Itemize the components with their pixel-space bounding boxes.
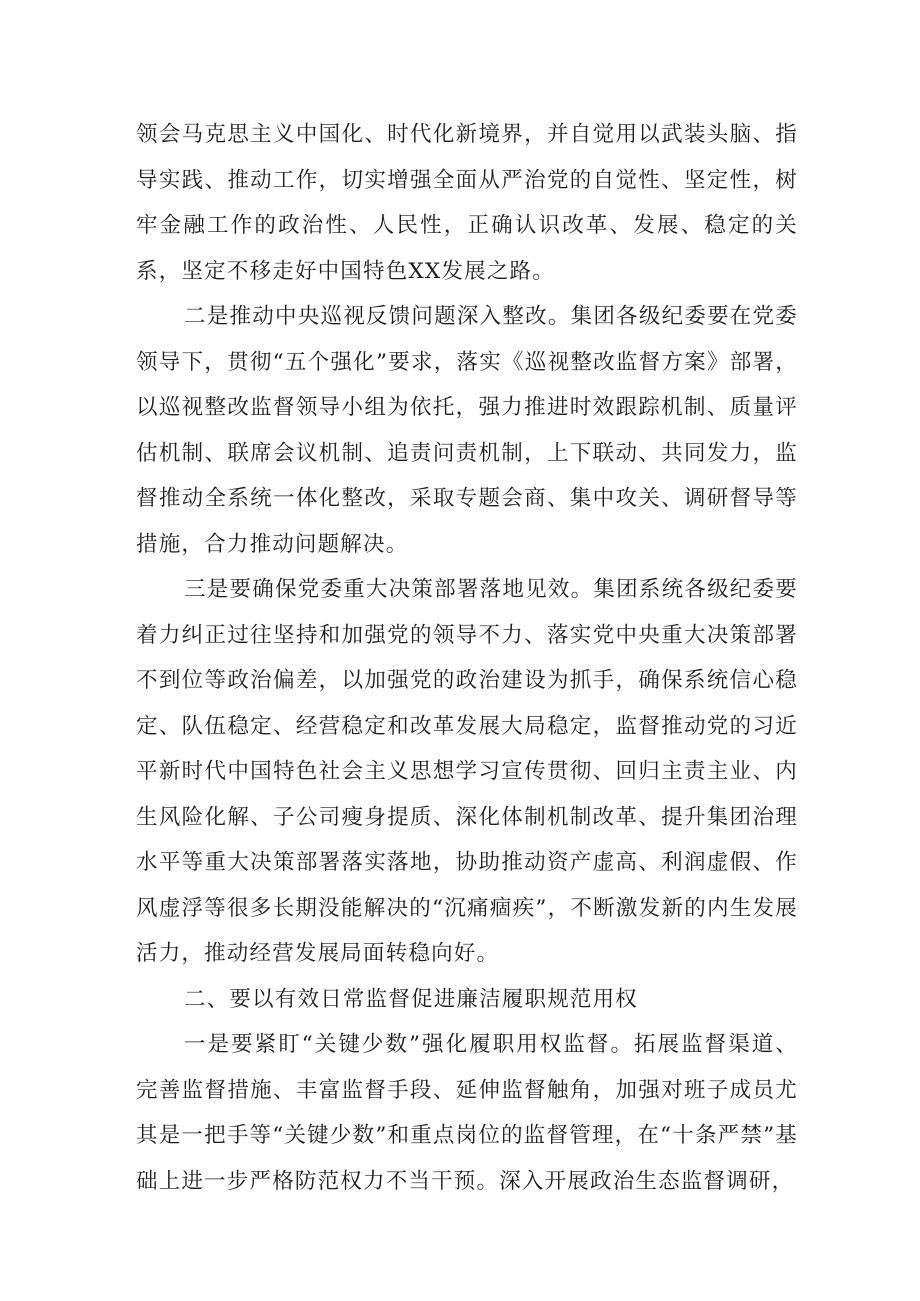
document-body: [136, 112, 798, 1204]
paragraph-2: 二是推动中央巡视反馈问题深入整改。集团各级纪委要在党委领导下，贯彻“五个强化”要求，落实《巡视整改监督方案》部署，以巡视整改监督领导小组为依托，强力推进时效跟踪机制、质量评估机制、联席会议机制、追责问责机制，上下联动、共同发力，监督推动全系统一体化整改，采取专题会商、集中攻关、调研督导等措施，合力推动问题解决。: [136, 304, 798, 557]
paragraph-4: 一是要紧盯“关键少数”强化履职用权监督。拓展监督渠道、完善监督措施、丰富监督手段、延伸监督触角，加强对班子成员尤其是一把手等“关键少数”和重点岗位的监督管理，在“十条严禁”基础上进一步严格防范权力不当干预。深入开展政治生态监督调研，: [136, 1032, 798, 1194]
section-heading: 二、要以有效日常监督促进廉洁履职规范用权: [184, 986, 639, 1012]
paragraph-1: 领会马克思主义中国化、时代化新境界，并自觉用以武装头脑、指导实践、推动工作，切实增强全面从严治党的自觉性、坚定性，树牢金融工作的政治性、人民性，正确认识改革、发展、稳定的关系，坚定不移走好中国特色XX发展之路。: [136, 122, 798, 284]
paragraph-3: 三是要确保党委重大决策部署落地见效。集团系统各级纪委要着力纠正过往坚持和加强党的领导不力、落实党中央重大决策部署不到位等政治偏差，以加强党的政治建设为抓手，确保系统信心稳定、队伍稳定、经营稳定和改革发展大局稳定，监督推动党的习近平新时代中国特色社会主义思想学习宣传贯彻、回归主责主业、内生风险化解、子公司瘦身提质、深化体制机制改革、提升集团治理水平等重大决策部署落实落地，协助推动资产虚高、利润虚假、作风虚浮等很多长期没能解决的“沉痛痼疾”，不断激发新的内生发展活力，推动经营发展局面转稳向好。: [136, 577, 798, 966]
